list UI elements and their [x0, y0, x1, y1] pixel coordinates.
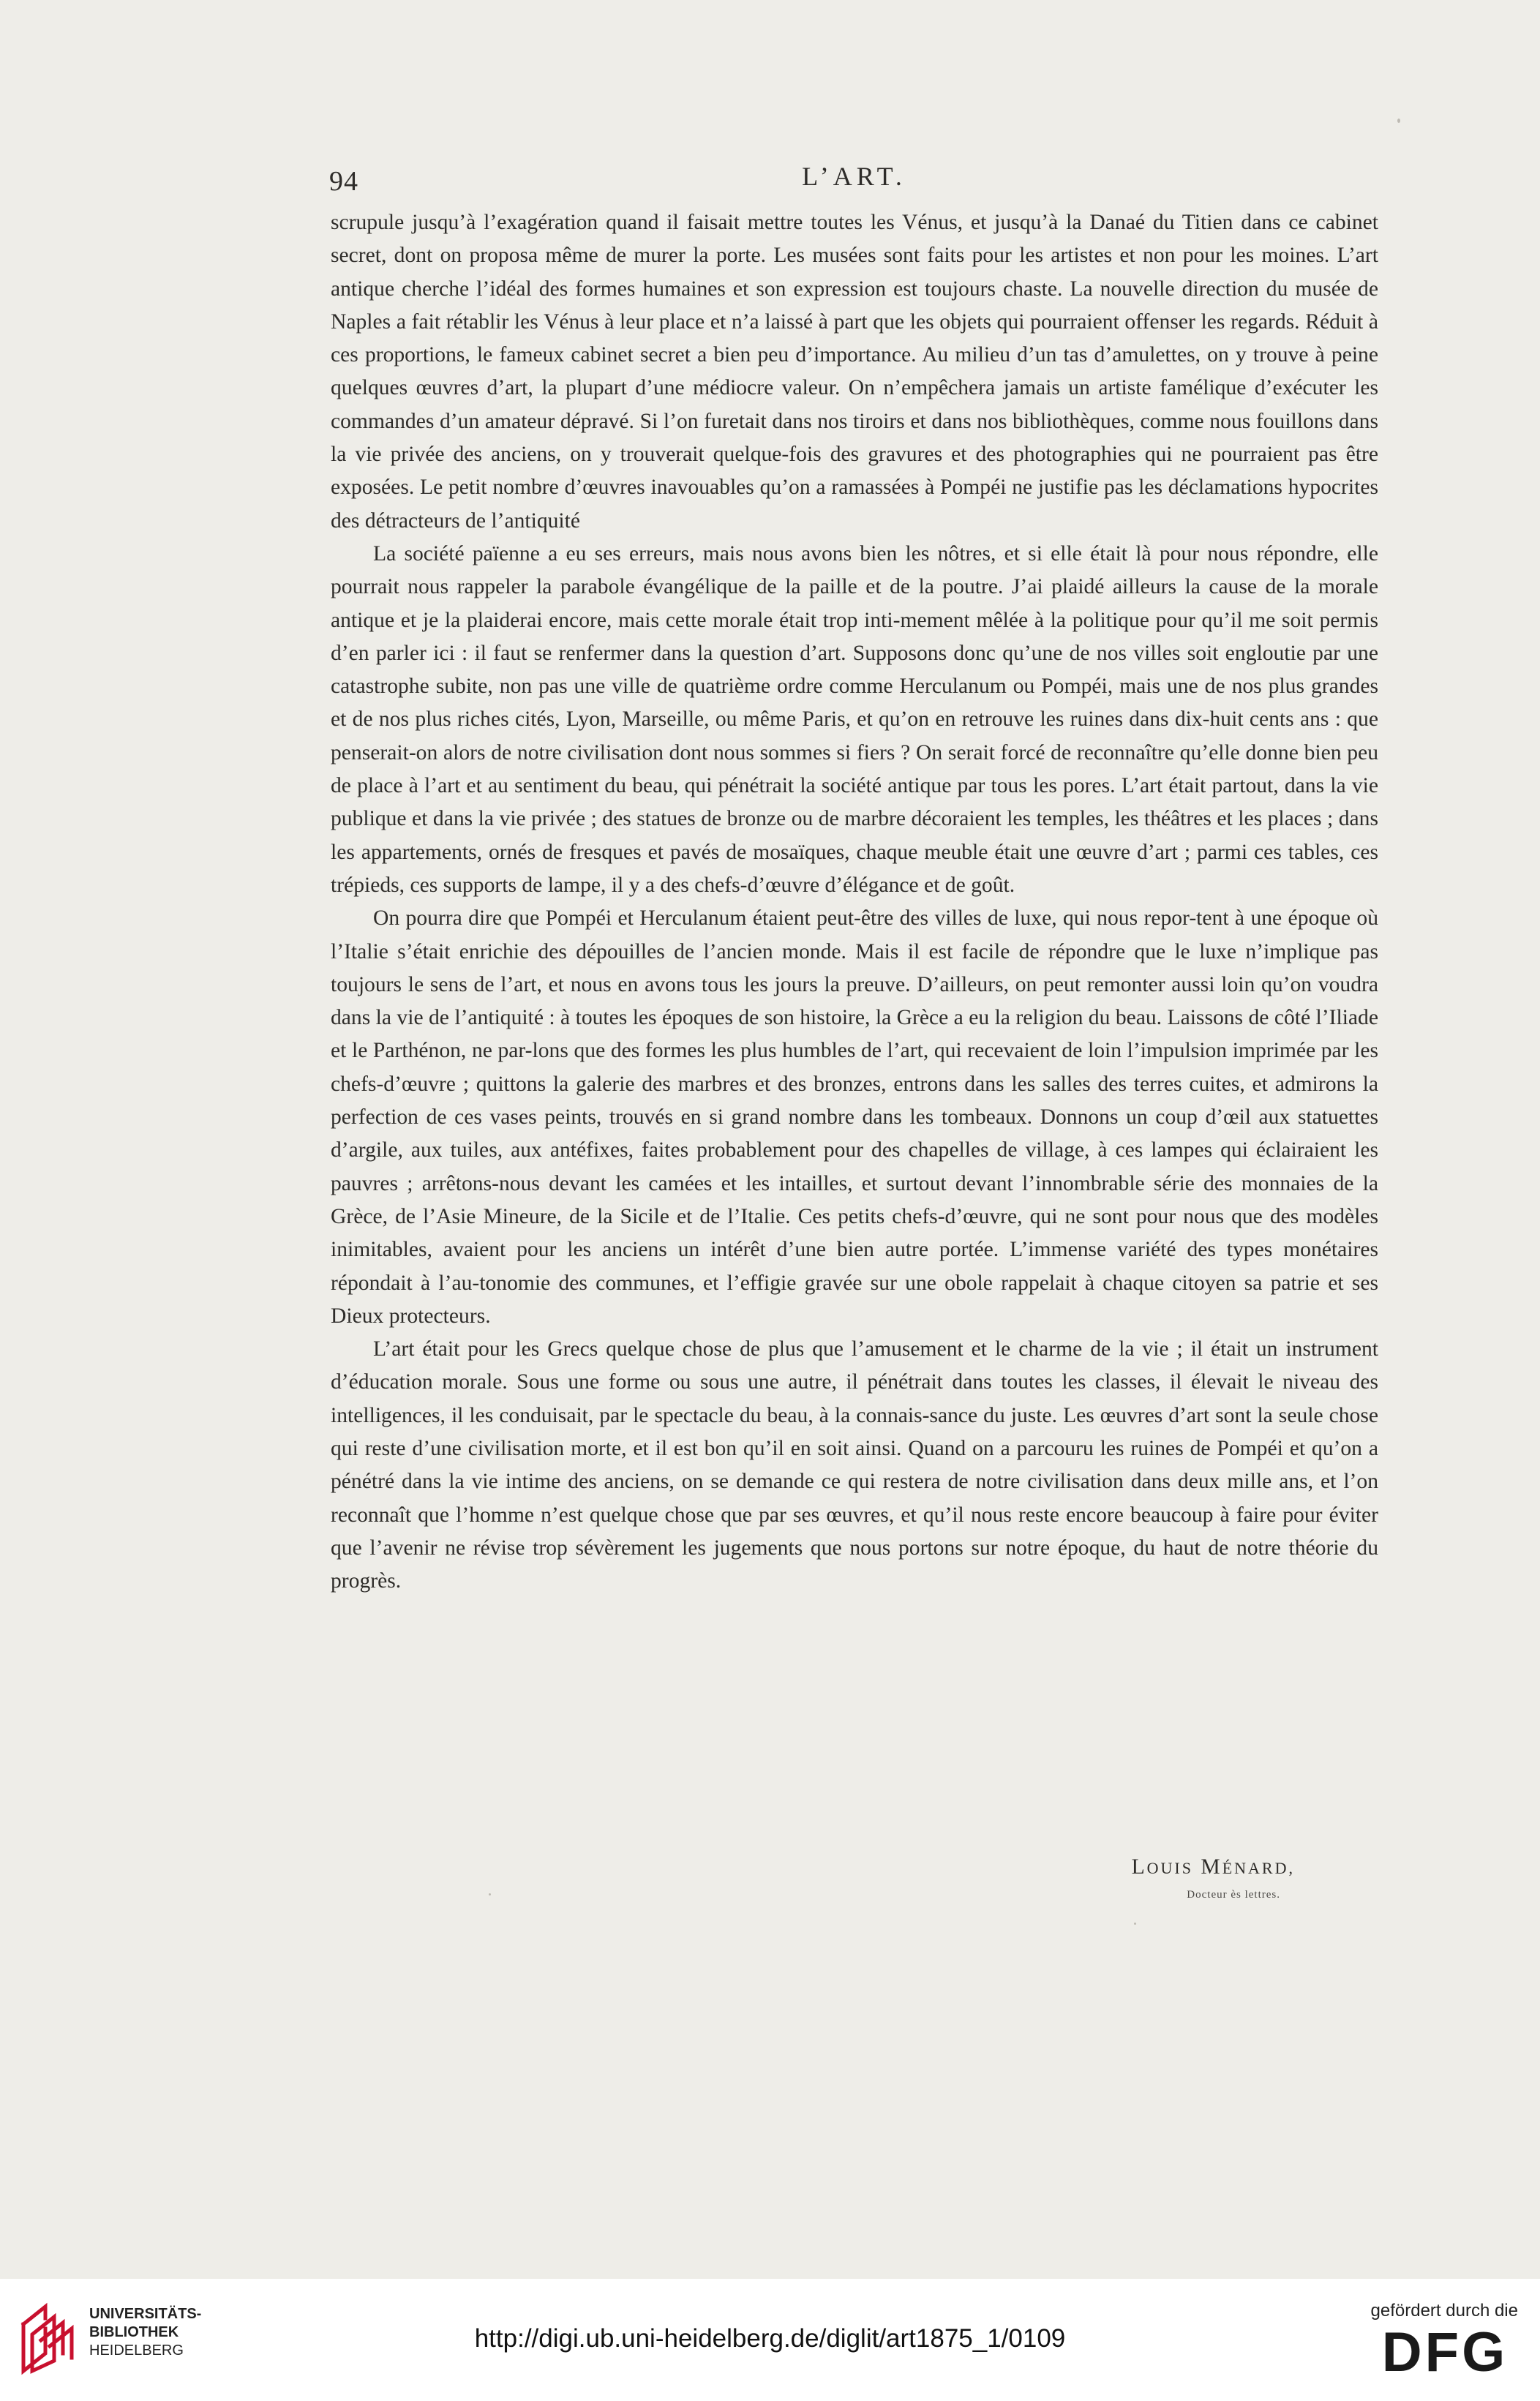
library-name-line-1: UNIVERSITÄTS-: [89, 2306, 202, 2322]
running-head: [329, 161, 1379, 198]
dfg-logo-icon: [1372, 2327, 1518, 2375]
scan-speck: [1397, 119, 1400, 123]
paragraph-3: On pourra dire que Pompéi et Herculanum étaient peut-être des villes de luxe, qui nous repor-tent à une époque où l’Italie s’était enrichie des dépouilles de l’ancien monde. Mais il est facile de répondre que le luxe n’implique pas toujours le sens de l’art, et nous en avons tous les jours la preuve. D’ailleurs, on peut remonter aussi loin qu’on voudra dans la vie de l’antiquité : à toutes les époques de son histoire, la Grèce a eu la religion du beau. Laissons de côté l’Iliade et le Parthénon, ne par-lons que des formes les plus humbles de l’art, qui recevaient de loin l’impulsion imprimée par les chefs-d’œuvre ; quittons la galerie des marbres et des bronzes, entrons dans les salles des terres cuites, et admirons la perfection de ces vases peints, trouvés en si grand nombre dans les tombeaux. Donnons un coup d’œil aux statuettes d’argile, aux tuiles, aux antéfixes, faites probablement pour des chapelles de village, à ces lampes qui éclairaient les pauvres ; arrêtons-nous devant les camées et les intailles, et surtout devant l’innombrable série des monnaies de la Grèce, de l’Asie Mineure, de la Sicile et de l’Italie. Ces petits chefs-d’œuvre, qui ne sont pour nous que des modèles inimitables, avaient pour les anciens un intérêt d’une bien autre portée. L’immense variété des types monétaires répondait à l’au-tonomie des communes, et l’effigie gravée sur une obole rappelait à chaque citoyen sa patrie et ses Dieux protecteurs.: [331, 906, 1378, 1328]
signature-initial-1: L: [1131, 1855, 1147, 1879]
scan-speck: [1134, 1923, 1136, 1925]
signature-initial-2: M: [1201, 1855, 1222, 1879]
paragraph-4: L’art était pour les Grecs quelque chose de plus que l’amusement et le charme de la vie ; il était un instrument d’éducation morale. Sous une forme ou sous une autre, il pénétrait dans toutes les classes, il élevait le niveau des intelligences, il les conduisait, par le spectacle du beau, à la connais-sance du juste. Les œuvres d’art sont la seule chose qui reste d’une civilisation morte, et il est bon qu’il en soit ainsi. Quand on a parcouru les ruines de Pompéi et qu’on a pénétré dans la vie intime des anciens, on se demande ce qui restera de notre civilisation dans deux mille ans, et l’on reconnaît que l’homme n’est quelque chose que par ses œuvres, et qu’il nous reste encore beaucoup à faire pour éviter que l’avenir ne révise trop sévèrement les jugements que nous portons sur notre époque, du haut de notre théorie du progrès.: [331, 1337, 1378, 1593]
paragraph-1: scrupule jusqu’à l’exagération quand il faisait mettre toutes les Vénus, et jusqu’à la Danaé du Titien dans ce cabinet secret, dont on proposa même de murer la porte. Les musées sont faits pour les artistes et non pour les moines. L’art antique cherche l’idéal des formes humaines et son expression est toujours chaste. La nouvelle direction du musée de Naples a fait rétablir les Vénus à leur place et n’a laissé à part que les objets qui pourraient offenser les regards. Réduit à ces proportions, le fameux cabinet secret a bien peu d’importance. Au milieu d’un tas d’amulettes, on y trouve à peine quelques œuvres d’art, la plupart d’une médiocre valeur. On n’empêchera jamais un artiste famélique d’exécuter les commandes d’un amateur dépravé. Si l’on furetait dans nos tiroirs et dans nos bibliothèques, comme nous fouillons dans la vie privée des anciens, on y trouverait quelque-fois des gravures et des photographies qui ne pourraient pas être exposées. Le petit nombre d’œuvres inavouables qu’on a ramassées à Pompéi ne justifie pas les déclamations hypocrites des détracteurs de l’antiquité: [331, 211, 1378, 533]
author-signature: [1039, 1855, 1295, 1879]
signature-rest-1: OUIS: [1146, 1859, 1193, 1877]
scan-speck: [489, 1893, 491, 1895]
page-number: 94: [329, 166, 358, 197]
paragraph-2: La société païenne a eu ses erreurs, mais nous avons bien les nôtres, et si elle était là pour nous répondre, elle pourrait nous rappeler la parabole évangélique de la paille et de la poutre. J’ai plaidé ailleurs la cause de la morale antique et je la plaiderai encore, mais cette morale était trop inti-mement mêlée à la politique pour qu’il me soit permis d’en parler ici : il faut se renfermer dans la question d’art. Supposons donc qu’une de nos villes soit engloutie par une catastrophe subite, non pas une ville de quatrième ordre comme Herculanum ou Pompéi, mais une de nos plus grandes et de nos plus riches cités, Lyon, Marseille, ou même Paris, et qu’on en retrouve les ruines dans dix-huit cents ans : que penserait-on alors de notre civilisation dont nous sommes si fiers ? On serait forcé de reconnaître qu’elle donne bien peu de place à l’art et au sentiment du beau, qui pénétrait la société antique par tous les pores. L’art était partout, dans la vie publique et dans la vie privée ; des statues de bronze ou de marbre décoraient les temples, les théâtres et les places ; dans les appartements, ornés de fresques et pavés de mosaïques, chaque meuble était une œuvre d’art ; parmi ces tables, ces trépieds, ces supports de lampe, il y a des chefs-d’œuvre d’élégance et de goût.: [331, 541, 1378, 897]
journal-title: L’ART.: [802, 162, 906, 191]
permalink-url[interactable]: http://digi.ub.uni-heidelberg.de/diglit/art1875_1/0109: [474, 2324, 1066, 2353]
dfg-logo-text: DFG: [1381, 2327, 1509, 2375]
article-body: [331, 206, 1378, 1598]
signature-rest-2: ÉNARD,: [1222, 1859, 1295, 1877]
library-name-line-2: BIBLIOTHEK: [89, 2324, 179, 2340]
digitization-footer: [0, 2279, 1540, 2401]
funding-caption: gefördert durch die: [1370, 2301, 1518, 2321]
author-title: Docteur ès lettres.: [1187, 1889, 1280, 1901]
library-name-line-3: HEIDELBERG: [89, 2342, 184, 2359]
